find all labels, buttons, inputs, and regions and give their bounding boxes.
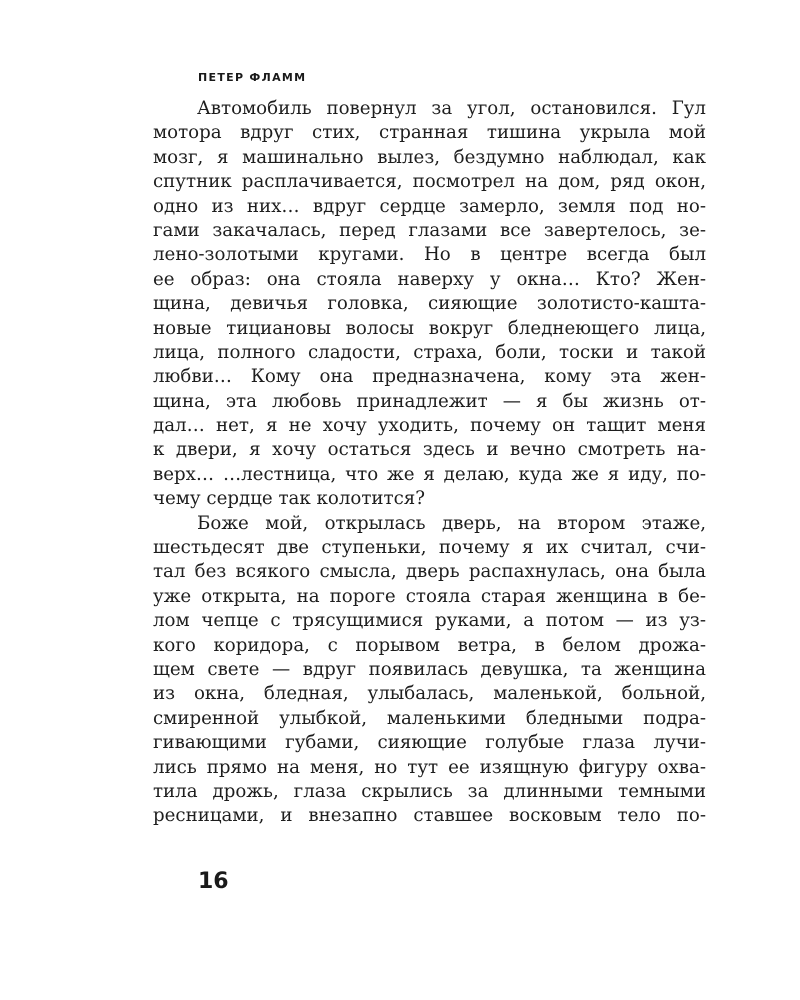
text-line: лица, полного сладости, страха, боли, тоски и такой	[153, 341, 706, 363]
text-line: щина, эта любовь принадлежит — я бы жизнь от-	[153, 390, 706, 412]
paragraph	[153, 512, 706, 829]
text-line: новые тициановы волосы вокруг бледнеющего лица,	[153, 317, 706, 339]
text-line: верх… …лестница, что же я делаю, куда же я иду, по-	[153, 463, 706, 485]
text-line: лено-золотыми кругами. Но в центре всегда был	[153, 244, 706, 266]
text-line: Автомобиль повернул за угол, остановился. Гул	[197, 98, 706, 119]
text-line: щем свете — вдруг появилась девушка, та женщина	[153, 658, 706, 680]
text-line: к двери, я хочу остаться здесь и вечно смотреть на-	[153, 439, 706, 461]
text-line: спутник расплачивается, посмотрел на дом, ряд окон,	[153, 171, 706, 193]
text-line: лом чепце с трясущимися руками, а потом — из уз-	[153, 610, 706, 632]
text-line: щина, девичья головка, сияющие золотисто-кашта-	[153, 293, 706, 315]
text-line: тал без всякого смысла, дверь распахнулась, она была	[153, 561, 706, 583]
page-number: 16	[198, 869, 229, 894]
body-text	[153, 97, 706, 829]
text-line: ресницами, и внезапно ставшее восковым тело по-	[153, 805, 706, 827]
text-line: из окна, бледная, улыбалась, маленькой, больной,	[153, 683, 706, 705]
text-line: Боже мой, открылась дверь, на втором этаже,	[197, 512, 706, 534]
paragraph	[153, 97, 706, 512]
text-line: гивающими губами, сияющие голубые глаза лучи-	[153, 732, 706, 754]
running-head: ПЕТЕР ФЛАММ	[198, 71, 307, 84]
text-line: дал… нет, я не хочу уходить, почему он тащит меня	[153, 415, 706, 437]
text-line: чему сердце так колотится?	[153, 488, 425, 510]
text-line: мозг, я машинально вылез, бездумно наблюдал, как	[153, 146, 706, 168]
text-line: уже открыта, на пороге стояла старая женщина в бе-	[153, 585, 706, 607]
text-line: мотора вдруг стих, странная тишина укрыла мой	[153, 122, 706, 144]
text-line: лись прямо на меня, но тут ее изящную фигуру охва-	[153, 756, 706, 778]
text-line: шестьдесят две ступеньки, почему я их считал, счи-	[153, 537, 706, 559]
text-line: гами закачалась, перед глазами все завертелось, зе-	[153, 219, 706, 241]
text-line: любви… Кому она предназначена, кому эта жен-	[153, 366, 706, 388]
text-line: кого коридора, с порывом ветра, в белом дрожа-	[153, 634, 706, 656]
text-line: тила дрожь, глаза скрылись за длинными темными	[153, 780, 706, 802]
text-line: одно из них… вдруг сердце замерло, земля под но-	[153, 195, 706, 217]
text-line: ее образ: она стояла наверху у окна… Кто? Жен-	[153, 268, 706, 290]
text-line: смиренной улыбкой, маленькими бледными подра-	[153, 707, 706, 729]
